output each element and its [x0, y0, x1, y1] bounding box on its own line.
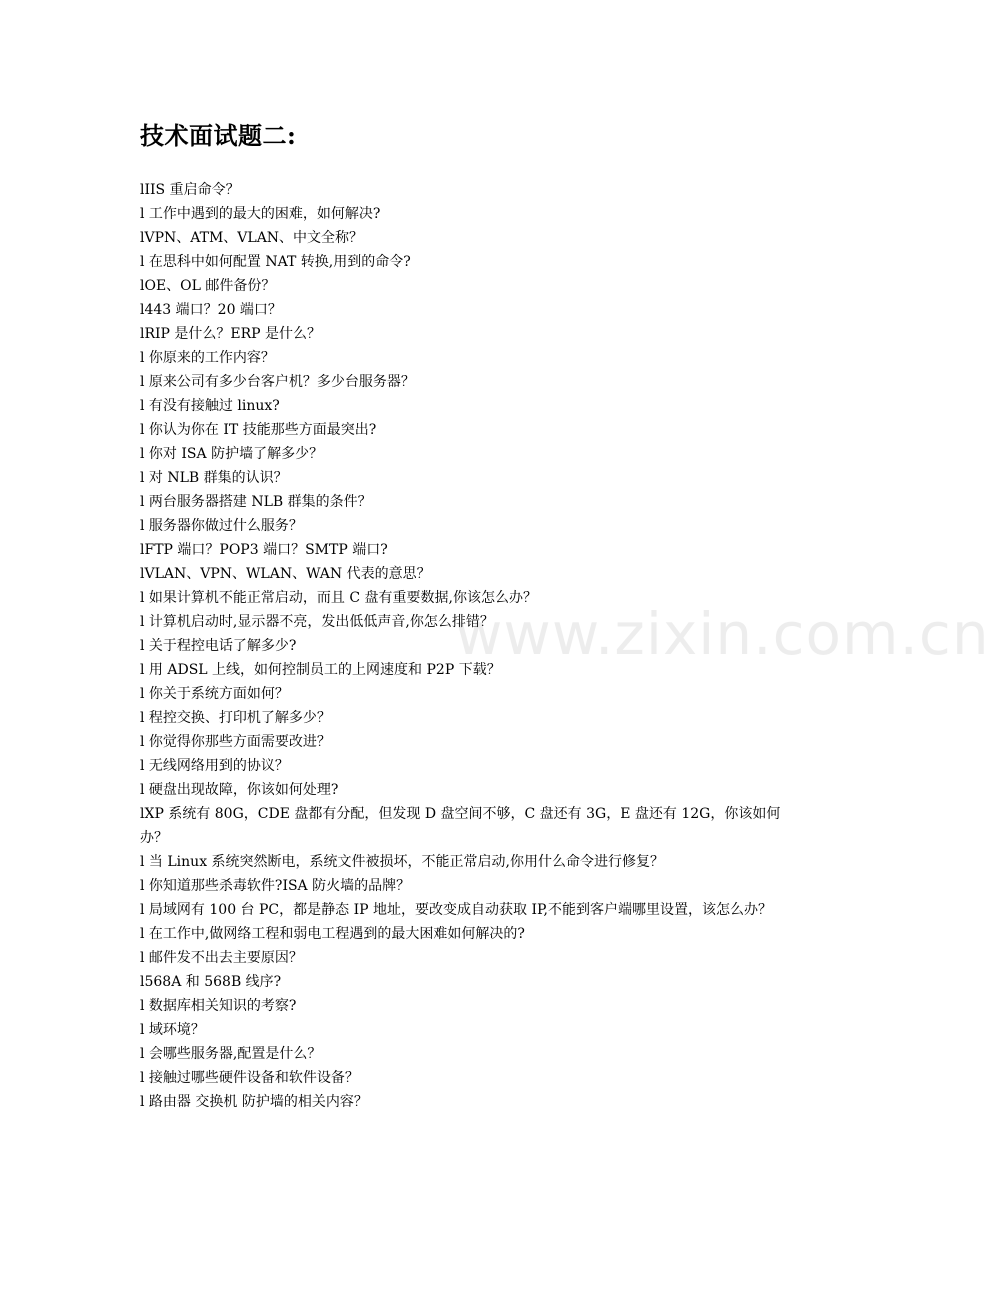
question-item	[140, 586, 788, 610]
question-item	[140, 514, 788, 538]
question-text: 你原来的工作内容？	[144, 350, 275, 366]
question-text: 有没有接触过 linux?	[144, 398, 280, 414]
question-text: 你觉得你那些方面需要改进？	[144, 734, 331, 750]
bullet-marker: l	[140, 926, 145, 942]
question-item	[140, 874, 788, 898]
question-item	[140, 898, 788, 922]
bullet-marker: l	[140, 278, 145, 294]
bullet-marker: l	[140, 494, 145, 510]
question-item	[140, 994, 788, 1018]
bullet-marker: l	[140, 422, 145, 438]
question-item	[140, 778, 788, 802]
question-text: 568A 和 568B 线序?	[144, 974, 282, 990]
bullet-marker: l	[140, 782, 145, 798]
bullet-marker: l	[140, 590, 145, 606]
question-item	[140, 610, 788, 634]
question-item	[140, 1018, 788, 1042]
question-item	[140, 970, 788, 994]
question-item	[140, 946, 788, 970]
question-item	[140, 1042, 788, 1066]
question-text: 域环境？	[144, 1022, 205, 1038]
question-item	[140, 850, 788, 874]
bullet-marker: l	[140, 854, 145, 870]
bullet-marker: l	[140, 350, 145, 366]
question-item	[140, 442, 788, 466]
question-text: VLAN、VPN、WLAN、WAN 代表的意思？	[144, 566, 431, 582]
question-text: FTP 端口？POP3 端口？SMTP 端口?	[144, 542, 388, 558]
question-text: OE、OL 邮件备份？	[144, 278, 276, 294]
bullet-marker: l	[140, 254, 145, 270]
bullet-marker: l	[140, 230, 145, 246]
question-text: 用 ADSL 上线，如何控制员工的上网速度和 P2P 下载？	[144, 662, 501, 678]
question-text: IIS 重启命令？	[144, 182, 240, 198]
bullet-marker: l	[140, 614, 145, 630]
bullet-marker: l	[140, 950, 145, 966]
question-item	[140, 802, 788, 850]
question-item	[140, 274, 788, 298]
question-text: 原来公司有多少台客户机？多少台服务器？	[144, 374, 415, 390]
bullet-marker: l	[140, 374, 145, 390]
question-text: 服务器你做过什么服务？	[144, 518, 303, 534]
question-text: 在工作中,做网络工程和弱电工程遇到的最大困难如何解决的?	[144, 926, 525, 942]
bullet-marker: l	[140, 542, 145, 558]
question-item	[140, 250, 788, 274]
bullet-marker: l	[140, 710, 145, 726]
question-text: 局域网有 100 台 PC，都是静态 IP 地址，要改变成自动获取 IP,不能到客户端哪里设置，该怎么办？	[144, 902, 773, 918]
question-item	[140, 346, 788, 370]
question-item	[140, 562, 788, 586]
question-text: 路由器 交换机 防护墙的相关内容？	[144, 1094, 368, 1110]
question-item	[140, 1090, 788, 1114]
question-item	[140, 706, 788, 730]
bullet-marker: l	[140, 326, 145, 342]
question-text: VPN、ATM、VLAN、中文全称？	[144, 230, 364, 246]
question-text: RIP 是什么？ERP 是什么？	[144, 326, 322, 342]
question-text: 如果计算机不能正常启动，而且 C 盘有重要数据,你该怎么办？	[144, 590, 537, 606]
question-text: 工作中遇到的最大的困难，如何解决?	[144, 206, 381, 222]
question-text: 你对 ISA 防护墙了解多少？	[144, 446, 324, 462]
bullet-marker: l	[140, 662, 145, 678]
question-text: 443 端口？20 端口？	[144, 302, 282, 318]
bullet-marker: l	[140, 758, 145, 774]
bullet-marker: l	[140, 446, 145, 462]
bullet-marker: l	[140, 974, 145, 990]
question-text: 硬盘出现故障，你该如何处理?	[144, 782, 339, 798]
bullet-marker: l	[140, 182, 145, 198]
question-text: 你关于系统方面如何？	[144, 686, 289, 702]
bullet-marker: l	[140, 1070, 145, 1086]
document-title: 技术面试题二:	[140, 121, 297, 150]
question-item	[140, 466, 788, 490]
question-text: 两台服务器搭建 NLB 群集的条件？	[144, 494, 372, 510]
question-item	[140, 658, 788, 682]
question-item	[140, 490, 788, 514]
question-item	[140, 178, 788, 202]
question-text: 计算机启动时,显示器不亮，发出低低声音,你怎么排错？	[144, 614, 494, 630]
question-item	[140, 682, 788, 706]
question-item	[140, 418, 788, 442]
bullet-marker: l	[140, 998, 145, 1014]
bullet-marker: l	[140, 398, 145, 414]
bullet-marker: l	[140, 734, 145, 750]
bullet-marker: l	[140, 806, 145, 822]
question-text: 你知道那些杀毒软件?ISA 防火墙的品牌？	[144, 878, 411, 894]
question-item	[140, 730, 788, 754]
question-item	[140, 1066, 788, 1090]
bullet-marker: l	[140, 638, 145, 654]
question-item	[140, 538, 788, 562]
question-item	[140, 298, 788, 322]
question-item	[140, 202, 788, 226]
question-item	[140, 226, 788, 250]
question-item	[140, 634, 788, 658]
bullet-marker: l	[140, 1022, 145, 1038]
question-text: 关于程控电话了解多少?	[144, 638, 297, 654]
question-text: XP 系统有 80G，CDE 盘都有分配，但发现 D 盘空间不够，C 盘还有 3G，E 盘还有 12G，你该如何办？	[140, 806, 781, 846]
question-text: 在思科中如何配置 NAT 转换,用到的命令?	[144, 254, 411, 270]
bullet-marker: l	[140, 1046, 145, 1062]
bullet-marker: l	[140, 566, 145, 582]
question-text: 接触过哪些硬件设备和软件设备？	[144, 1070, 359, 1086]
question-item	[140, 754, 788, 778]
question-item	[140, 394, 788, 418]
bullet-marker: l	[140, 518, 145, 534]
question-text: 会哪些服务器,配置是什么？	[144, 1046, 322, 1062]
question-text: 数据库相关知识的考察?	[144, 998, 297, 1014]
question-text: 当 Linux 系统突然断电，系统文件被损坏，不能正常启动,你用什么命令进行修复？	[144, 854, 664, 870]
bullet-marker: l	[140, 686, 145, 702]
question-list	[140, 178, 788, 1114]
bullet-marker: l	[140, 470, 145, 486]
bullet-marker: l	[140, 302, 145, 318]
bullet-marker: l	[140, 206, 145, 222]
question-text: 程控交换、打印机了解多少？	[144, 710, 331, 726]
question-item	[140, 922, 788, 946]
question-item	[140, 370, 788, 394]
question-item	[140, 322, 788, 346]
bullet-marker: l	[140, 1094, 145, 1110]
bullet-marker: l	[140, 902, 145, 918]
question-text: 对 NLB 群集的认识？	[144, 470, 288, 486]
question-text: 无线网络用到的协议？	[144, 758, 289, 774]
question-text: 邮件发不出去主要原因？	[144, 950, 303, 966]
watermark: www.zixin.com.cn	[455, 600, 990, 668]
bullet-marker: l	[140, 878, 145, 894]
question-text: 你认为你在 IT 技能那些方面最突出?	[144, 422, 377, 438]
